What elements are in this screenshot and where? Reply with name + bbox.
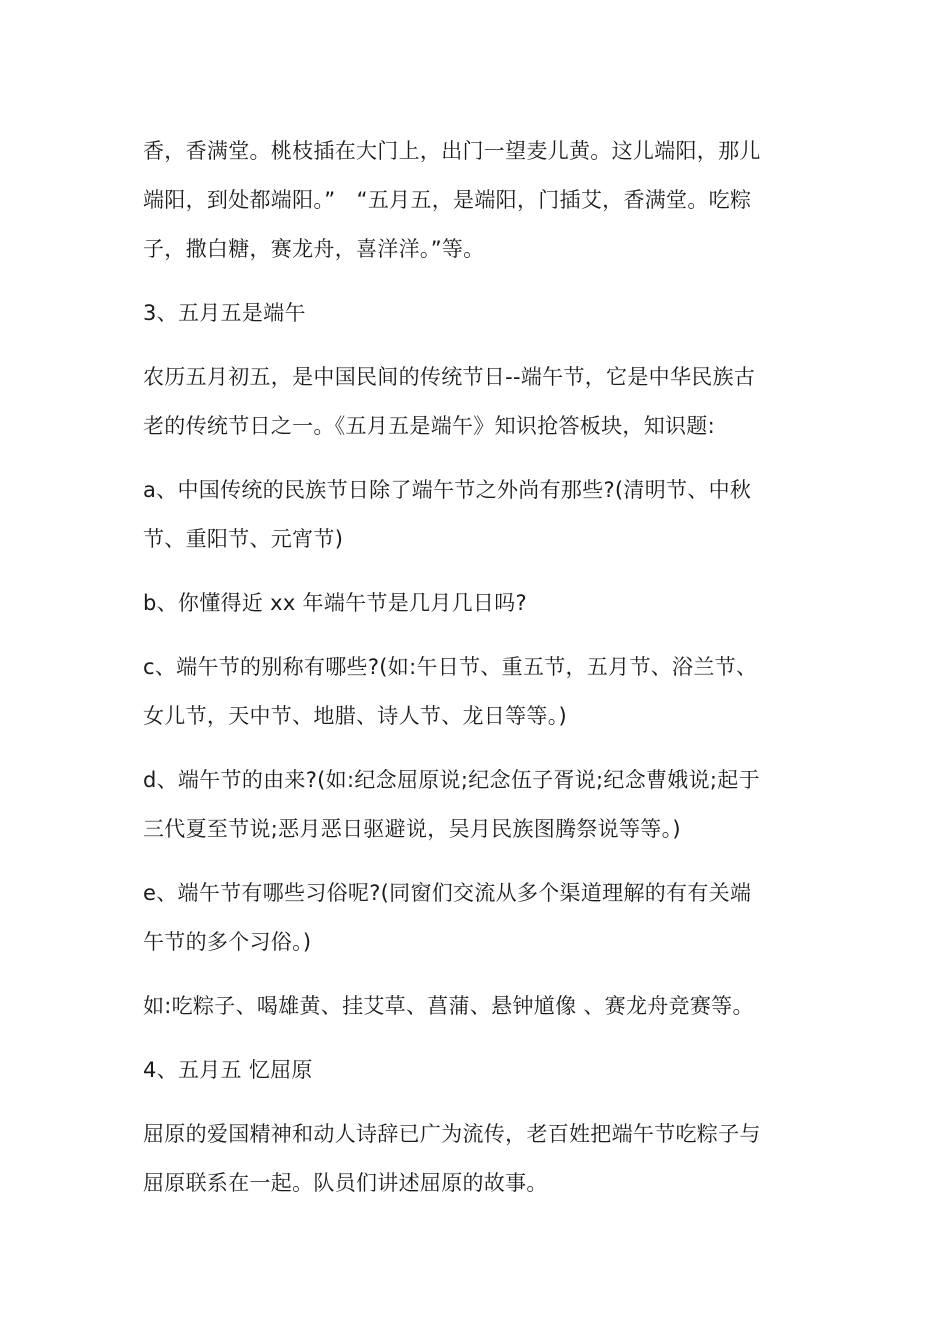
text-line: 节、重阳节、元宵节) bbox=[143, 527, 344, 551]
text-line: 3、五月五是端午 bbox=[143, 301, 306, 325]
text-line: 香，香满堂。桃枝插在大门上，出门一望麦儿黄。这儿端阳，那儿 bbox=[143, 139, 761, 163]
text-line: 屈原联系在一起。队员们讲述屈原的故事。 bbox=[143, 1171, 548, 1195]
text-line: 三代夏至节说;恶月恶日驱避说，吴月民族图腾祭说等等。) bbox=[143, 817, 681, 841]
text-line: 子，撒白糖，赛龙舟，喜洋洋。”等。 bbox=[143, 237, 485, 261]
text-line: d、端午节的由来?(如:纪念屈原说;纪念伍子胥说;纪念曹娥说;起于 bbox=[143, 768, 760, 792]
text-line: 午节的多个习俗。) bbox=[143, 930, 312, 954]
text-line: 4、五月五 忆屈原 bbox=[143, 1058, 313, 1082]
text-line: c、端午节的别称有哪些?(如:午日节、重五节，五月节、浴兰节、 bbox=[143, 655, 758, 679]
text-line: b、你懂得近 xx 年端午节是几月几日吗? bbox=[143, 591, 527, 615]
text-line: a、中国传统的民族节日除了端午节之外尚有那些?(清明节、中秋 bbox=[143, 478, 752, 502]
document-page bbox=[143, 127, 808, 1223]
text-line: 老的传统节日之一。《五月五是端午》知识抢答板块，知识题: bbox=[143, 414, 715, 438]
question-b bbox=[143, 579, 808, 628]
customs-examples bbox=[143, 982, 808, 1031]
text-line: 女儿节，天中节、地腊、诗人节、龙日等等。) bbox=[143, 704, 567, 728]
paragraph-intro bbox=[143, 353, 808, 451]
section-heading-4 bbox=[143, 1046, 808, 1095]
text-line: 端阳，到处都端阳。” “五月五，是端阳，门插艾，香满堂。吃粽 bbox=[143, 188, 752, 212]
text-line: 屈原的爱国精神和动人诗辞已广为流传，老百姓把端午节吃粽子与 bbox=[143, 1122, 761, 1146]
question-a bbox=[143, 466, 808, 564]
section-heading-3 bbox=[143, 289, 808, 338]
question-e bbox=[143, 869, 808, 967]
text-line: 农历五月初五，是中国民间的传统节日--端午节，它是中华民族古 bbox=[143, 365, 756, 389]
paragraph-duanyang-rhyme bbox=[143, 127, 808, 274]
text-line: 如:吃粽子、喝雄黄、挂艾草、菖蒲、悬钟馗像 、赛龙舟竞赛等。 bbox=[143, 994, 754, 1018]
question-d bbox=[143, 756, 808, 854]
text-line: e、端午节有哪些习俗呢?(同窗们交流从多个渠道理解的有有关端 bbox=[143, 881, 752, 905]
paragraph-quyuan bbox=[143, 1110, 808, 1208]
question-c bbox=[143, 643, 808, 741]
